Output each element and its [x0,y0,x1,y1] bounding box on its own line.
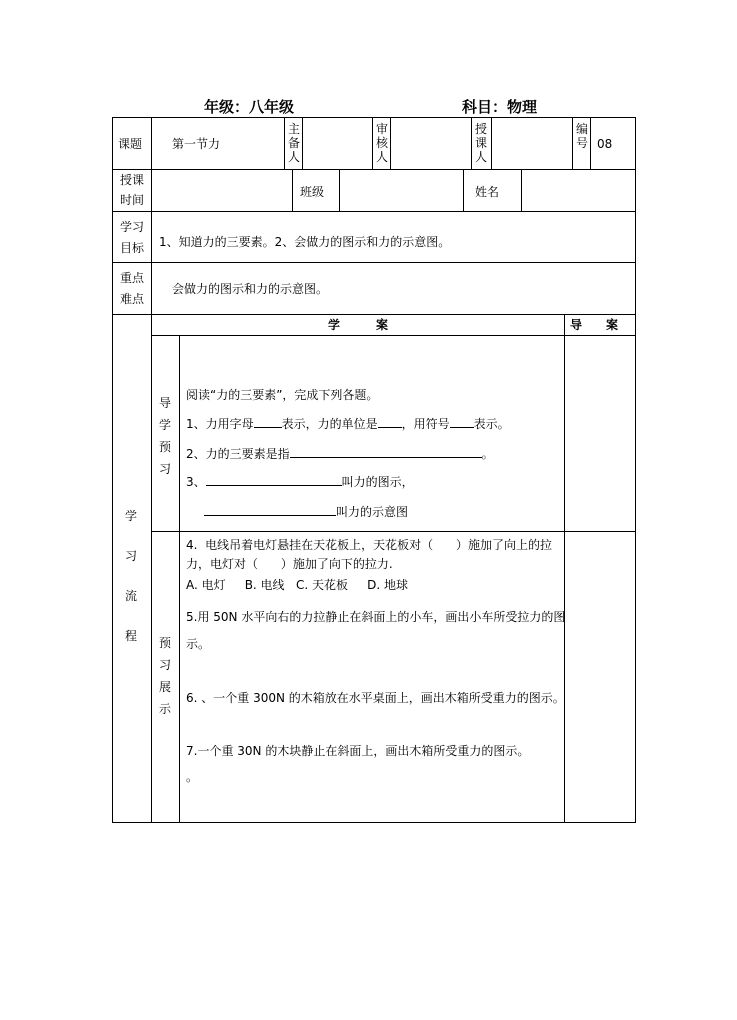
display-q4-line1: 4. 电线吊着电灯悬挂在天花板上，天花板对（ ）施加了向上的拉 [186,538,552,552]
key-text: 会做力的图示和力的示意图。 [172,282,329,296]
class-label: 班级 [300,185,325,199]
display-q4-options: A. 电灯 B. 电线 C. 天花板 D. 地球 [186,578,408,592]
display-q5-line1: 5.用 50N 水平向右的力拉静止在斜面上的小车，画出小车所受拉力的图 [186,610,566,624]
name-label: 姓名 [475,185,500,199]
display-q4-line2: 力，电灯对（ ）施加了向下的拉力. [186,557,393,571]
preview-section-label: 导 学 预 习 [158,396,171,476]
study-plan-header: 学 案 [328,318,389,332]
display-q6: 6. 、一个重 300N 的木箱放在水平桌面上，画出木箱所受重力的图示。 [186,691,565,705]
goal-label-1: 学习 [120,220,145,234]
display-q7: 7.一个重 30N 的木块静止在斜面上，画出木箱所受重力的图示。 [186,744,530,758]
subject-title: 科目：物理 [462,98,538,116]
preview-q1: 1、力用字母 表示，力的单位是 ，用符号 表示。 [186,417,510,431]
display-section-label: 预 习 展 示 [158,636,171,716]
preparer-label: 主备人 [287,122,300,164]
display-q7-end: 。 [186,770,199,784]
preview-q2: 2、力的三要素是指 。 [186,447,494,461]
teacher-label: 授课人 [474,122,487,164]
preview-q3-b: 叫力的示意图 [204,502,408,522]
key-label-1: 重点 [120,271,145,285]
preview-q3-a: 3、 叫力的图示， [186,475,414,489]
number-value: 08 [597,137,613,151]
guide-plan-header: 导 案 [570,318,619,332]
topic-value: 第一节力 [172,137,221,151]
time-label-1: 授课 [120,173,145,187]
key-label-2: 难点 [120,292,145,306]
time-label-2: 时间 [120,193,145,207]
reviewer-label: 审核人 [375,122,388,164]
goal-label-2: 目标 [120,241,145,255]
number-label: 编号 [575,122,588,150]
display-q5-line2: 示。 [186,637,211,651]
topic-label: 课题 [118,137,143,151]
grade-title: 年级：八年级 [204,98,295,116]
goal-text: 1、知道力的三要素。2、会做力的图示和力的示意图。 [159,235,451,249]
preview-intro: 阅读“力的三要素”，完成下列各题。 [186,388,379,402]
